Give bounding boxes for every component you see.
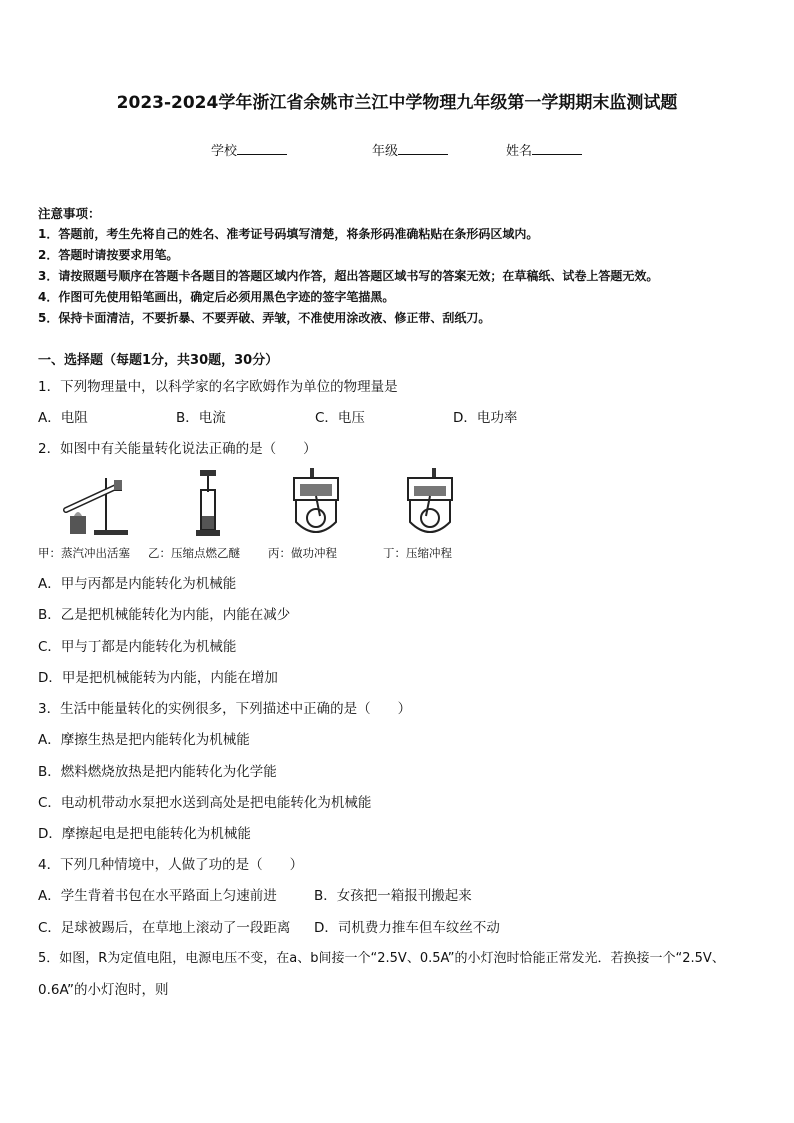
school-field xyxy=(211,140,287,159)
q2-option-b: B．乙是把机械能转化为内能，内能在减少 xyxy=(38,607,291,623)
section-heading: 一、选择题（每题1分，共30题，30分） xyxy=(38,353,279,368)
compression-cylinder-figure xyxy=(188,468,228,540)
question-5-stem-line2: 0.6A”的小灯泡时，则 xyxy=(38,982,169,998)
q2-option-a: A．甲与丙都是内能转化为机械能 xyxy=(38,576,237,592)
notice-heading: 注意事项： xyxy=(38,206,101,221)
q1-option-b: B．电流 xyxy=(176,410,226,426)
school-label: 学校 xyxy=(211,144,238,159)
name-blank xyxy=(532,142,582,155)
notice-item: 3．请按照题号顺序在答题卡各题目的答题区域内作答，超出答题区域书写的答案无效；在草稿纸、试卷上答题无效。 xyxy=(38,269,659,283)
figure-caption-jia: 甲：蒸汽冲出活塞 xyxy=(38,546,130,560)
q3-option-d: D．摩擦起电是把电能转化为机械能 xyxy=(38,826,251,842)
figure-caption-ding: 丁：压缩冲程 xyxy=(383,546,452,560)
q2-option-c: C．甲与丁都是内能转化为机械能 xyxy=(38,639,237,655)
steam-piston-figure xyxy=(58,470,138,540)
question-5-stem-line1: 5．如图，R为定值电阻，电源电压不变，在a、b间接一个“2.5V、0.5A”的小灯泡时恰能正常发光．若换接一个“2.5V、 xyxy=(38,951,725,966)
page-title: 2023-2024学年浙江省余姚市兰江中学物理九年级第一学期期末监测试题 xyxy=(116,93,678,113)
grade-field xyxy=(372,140,448,159)
question-2-stem: 2．如图中有关能量转化说法正确的是（ ） xyxy=(38,441,317,457)
q1-option-c: C．电压 xyxy=(315,410,365,426)
q3-option-c: C．电动机带动水泵把水送到高处是把电能转化为机械能 xyxy=(38,795,372,811)
q2-option-d: D．甲是把机械能转为内能，内能在增加 xyxy=(38,670,278,686)
name-label: 姓名 xyxy=(506,144,533,159)
q4-option-a: A．学生背着书包在水平路面上匀速前进 xyxy=(38,888,277,904)
q4-option-c: C．足球被踢后，在草地上滚动了一段距离 xyxy=(38,920,291,936)
figure-caption-yi: 乙：压缩点燃乙醚 xyxy=(148,546,240,560)
notice-item: 5．保持卡面清洁，不要折暴、不要弄破、弄皱，不准使用涂改液、修正带、刮纸刀。 xyxy=(38,311,491,325)
q3-option-a: A．摩擦生热是把内能转化为机械能 xyxy=(38,732,250,748)
q3-option-b: B．燃料燃烧放热是把内能转化为化学能 xyxy=(38,764,277,780)
school-blank xyxy=(237,142,287,155)
power-stroke-engine-figure xyxy=(290,466,342,540)
notice-item: 1．答题前，考生先将自己的姓名、准考证号码填写清楚，将条形码准确粘贴在条形码区域内。 xyxy=(38,227,539,241)
figure-caption-bing: 丙：做功冲程 xyxy=(268,546,337,560)
grade-blank xyxy=(398,142,448,155)
compression-stroke-engine-figure xyxy=(404,466,456,540)
notice-item: 2．答题时请按要求用笔。 xyxy=(38,248,179,262)
q1-option-d: D．电功率 xyxy=(453,410,518,426)
question-4-stem: 4．下列几种情境中，人做了功的是（ ） xyxy=(38,857,304,873)
grade-label: 年级 xyxy=(372,144,399,159)
notice-item: 4．作图可先使用铅笔画出，确定后必须用黑色字迹的签字笔描黑。 xyxy=(38,290,395,304)
name-field xyxy=(506,140,582,159)
q4-option-b: B．女孩把一箱报刊搬起来 xyxy=(314,888,472,904)
q1-option-a: A．电阻 xyxy=(38,410,88,426)
question-1-stem: 1．下列物理量中，以科学家的名字欧姆作为单位的物理量是 xyxy=(38,379,398,395)
question-3-stem: 3．生活中能量转化的实例很多，下列描述中正确的是（ ） xyxy=(38,701,412,717)
q4-option-d: D．司机费力推车但车纹丝不动 xyxy=(314,920,500,936)
